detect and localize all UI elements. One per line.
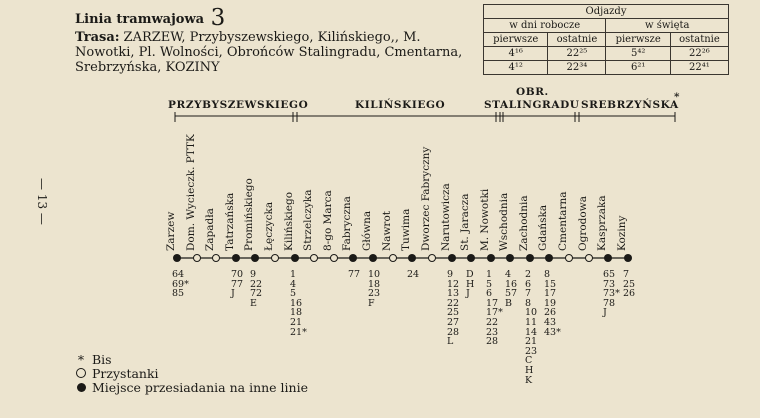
transfer-stop-icon (487, 254, 495, 262)
line-number: 65 (603, 269, 616, 280)
line-number: 16 (290, 297, 303, 309)
open-circle-icon (74, 367, 88, 381)
transfer-stop-icon (545, 254, 553, 262)
stop-name-text: Główna (361, 210, 373, 251)
line-number: 7 (623, 269, 630, 280)
route-label: Trasa: (75, 30, 120, 45)
line-number: 21 (525, 336, 538, 348)
line-number: 9 (447, 269, 454, 280)
column-header: ostatnie (670, 33, 728, 47)
stop-name-text: Nawrot (381, 211, 393, 251)
table-cell: 22²⁶ (670, 47, 728, 61)
transfer-lines (505, 270, 517, 308)
line-number: 25 (623, 278, 636, 290)
section-label: PRZYBYSZEWSKIEGO (168, 99, 309, 111)
transfer-lines (544, 270, 561, 337)
stop-icon (271, 254, 279, 262)
line-number: 57 (505, 288, 518, 300)
line-number: 17* (486, 307, 503, 319)
line-number: 18 (368, 278, 381, 290)
stop-name-text: St. Jaracza (459, 193, 471, 251)
stop-name-text: Fabryczna (341, 196, 353, 251)
stop-name-text: Tuwima (400, 208, 412, 251)
stop-name-text: Koziny (616, 215, 628, 251)
legend-item (74, 353, 308, 367)
stop-icon (389, 254, 397, 262)
line-number: 4 (290, 278, 297, 290)
line-number: 5 (290, 288, 297, 300)
transfer-stop-icon (232, 254, 240, 262)
line-number: 69* (172, 278, 189, 290)
line-number: 12 (447, 278, 460, 290)
section-label: * (674, 91, 681, 103)
transfer-stop-icon (448, 254, 456, 262)
stop-name-text: Dom. Wycieczk. PTTK (185, 134, 197, 251)
line-number: 77 (231, 278, 244, 290)
stop-name-text: Promińskiego (243, 178, 255, 251)
line-number: F (368, 297, 375, 309)
line-number: 1 (486, 269, 493, 280)
transfer-lines (172, 270, 189, 299)
transfer-stop-icon (251, 254, 259, 262)
transfer-stop-icon (526, 254, 534, 262)
line-number: 17 (544, 288, 557, 300)
line-number: 10 (368, 269, 381, 280)
line-number: B (505, 297, 512, 309)
transfer-lines (525, 270, 537, 385)
route-text: ZARZEW, Przybyszewskiego, Kilińskiego,, M. Nowotki, Pl. Wolności, Obrońców Stalingradu, Cmentarna, Srebrzyńska, KOZINY (75, 30, 463, 75)
stop-name-text: Kasprzaka (596, 195, 608, 251)
line-number: 27 (447, 316, 460, 328)
line-number: 23 (486, 326, 499, 338)
line-number: L (447, 336, 454, 348)
transfer-lines (231, 270, 243, 299)
transfer-stop-icon (624, 254, 632, 262)
line-number: 43 (544, 316, 557, 328)
transfer-stop-icon (467, 254, 475, 262)
table-cell: 5⁴² (606, 47, 670, 61)
stop-icon (428, 254, 436, 262)
line-number: 3 (210, 5, 226, 31)
group-holidays: w święta (606, 19, 729, 33)
stop-icon (310, 254, 318, 262)
line-number: 64 (172, 269, 185, 280)
legend-item (74, 367, 308, 381)
stop-name-text: Narutowicza (440, 183, 452, 251)
table-cell: 22⁴¹ (670, 61, 728, 75)
transfer-lines (603, 270, 620, 318)
column-header: pierwsze (606, 33, 670, 47)
line-number: 22 (486, 316, 499, 328)
stop-name-text: Kilińskiego (283, 191, 295, 251)
transfer-stop-icon (369, 254, 377, 262)
line-number: 18 (290, 307, 303, 319)
line-number: 24 (407, 269, 420, 280)
transfer-lines (623, 270, 635, 299)
stop-name-text: 8-go Marca (322, 190, 334, 251)
line-number: 77 (348, 269, 361, 280)
asterisk-icon: * (77, 352, 85, 367)
line-number: 70 (231, 269, 244, 280)
transfer-lines (290, 270, 307, 337)
stop-icon (565, 254, 573, 262)
stop-name-text: Cmentarna (557, 191, 569, 251)
table-cell: 6²¹ (606, 61, 670, 75)
section-label: OBR. (516, 86, 549, 98)
table-cell: 22²⁵ (548, 47, 606, 61)
stop-icon (585, 254, 593, 262)
stop-name-text: Łęczycka (263, 201, 275, 251)
stop-name-text: Tatrzańska (224, 192, 236, 251)
line-number: 2 (525, 269, 532, 280)
line-number: 1 (290, 269, 297, 280)
stop-name-text: Zapadła (204, 208, 216, 251)
line-number: 21 (290, 316, 303, 328)
line-number: 21* (290, 326, 307, 338)
line-number: 78 (603, 297, 616, 309)
line-number: 6 (525, 278, 532, 290)
legend-text: Miejsce przesiadania na inne linie (92, 380, 308, 395)
legend-text: Przystanki (92, 366, 159, 381)
legend-item (74, 381, 308, 395)
transfer-lines (348, 270, 360, 280)
stop-name-text: Dworzec Fabryczny (420, 146, 432, 251)
line-number: 73* (603, 288, 620, 300)
line-number: 22 (250, 278, 263, 290)
line-number: 23 (368, 288, 381, 300)
line-number: 5 (486, 278, 493, 290)
transfer-lines (447, 270, 459, 347)
line-number: H (525, 364, 534, 376)
line-number: 43* (544, 326, 561, 338)
transfer-stop-icon (291, 254, 299, 262)
legend-text: Bis (92, 352, 112, 367)
table-cell: 4¹⁶ (484, 47, 548, 61)
column-header: pierwsze (484, 33, 548, 47)
transfer-stop-icon (506, 254, 514, 262)
line-number: 28 (486, 336, 499, 348)
stop-name-text: Zarzew (165, 211, 177, 251)
line-number: J (603, 307, 607, 319)
line-number: K (525, 374, 533, 386)
line-number: 14 (525, 326, 538, 338)
section-label: SREBRZYŃSKA (581, 99, 679, 111)
transfer-stop-icon (173, 254, 181, 262)
line-number: 28 (447, 326, 460, 338)
transfer-stop-icon (408, 254, 416, 262)
line-number: 16 (505, 278, 518, 290)
transfer-lines (486, 270, 503, 347)
line-number: 26 (544, 307, 557, 319)
stop-icon (212, 254, 220, 262)
line-number: 11 (525, 316, 538, 328)
line-number: 13 (447, 288, 460, 300)
line-number: 9 (250, 269, 257, 280)
line-number: 85 (172, 288, 185, 300)
table-cell: 22³⁴ (548, 61, 606, 75)
filled-circle-icon (74, 381, 88, 395)
group-weekdays: w dni robocze (484, 19, 606, 33)
line-number: 25 (447, 307, 460, 319)
legend (74, 353, 308, 395)
transfer-lines (466, 270, 474, 299)
transfer-stop-icon (349, 254, 357, 262)
stop-name-text: Gdańska (537, 204, 549, 251)
line-number: 6 (486, 288, 493, 300)
line-number: 23 (525, 345, 538, 357)
line-number: 4 (505, 269, 512, 280)
line-number: 26 (623, 288, 636, 300)
title-prefix: Linia tramwajowa (75, 12, 205, 27)
line-number: 17 (486, 297, 499, 309)
stop-name-text: Strzelczyka (302, 189, 314, 251)
transfer-lines (250, 270, 262, 308)
line-number: 8 (544, 269, 551, 280)
line-number: E (250, 297, 257, 309)
line-number: J (466, 288, 470, 300)
departures-caption: Odjazdy (484, 5, 729, 19)
line-number: 15 (544, 278, 557, 290)
line-number: 22 (447, 297, 460, 309)
stop-name-text: M. Nowotki (479, 188, 491, 251)
line-number: H (466, 278, 475, 290)
line-number: J (231, 288, 235, 300)
stop-icon (330, 254, 338, 262)
page-number: — 13 — (35, 178, 49, 225)
line-number: 10 (525, 307, 538, 319)
transfer-lines (407, 270, 419, 280)
column-header: ostatnie (548, 33, 606, 47)
line-number: 73 (603, 278, 616, 290)
line-number: 19 (544, 297, 557, 309)
transfer-lines (368, 270, 380, 308)
stop-name-text: Zachodnia (518, 195, 530, 251)
section-label: STALINGRADU (484, 99, 580, 111)
stop-name-text: Ogrodowa (577, 196, 589, 251)
line-number: C (525, 355, 533, 367)
line-number: 7 (525, 288, 532, 300)
stop-name-text: Wschodnia (498, 192, 510, 251)
section-label: KILIŃSKIEGO (355, 99, 446, 111)
stop-icon (193, 254, 201, 262)
table-cell: 4¹² (484, 61, 548, 75)
line-number: 8 (525, 297, 532, 309)
transfer-stop-icon (604, 254, 612, 262)
line-number: D (466, 269, 474, 280)
line-number: 72 (250, 288, 263, 300)
